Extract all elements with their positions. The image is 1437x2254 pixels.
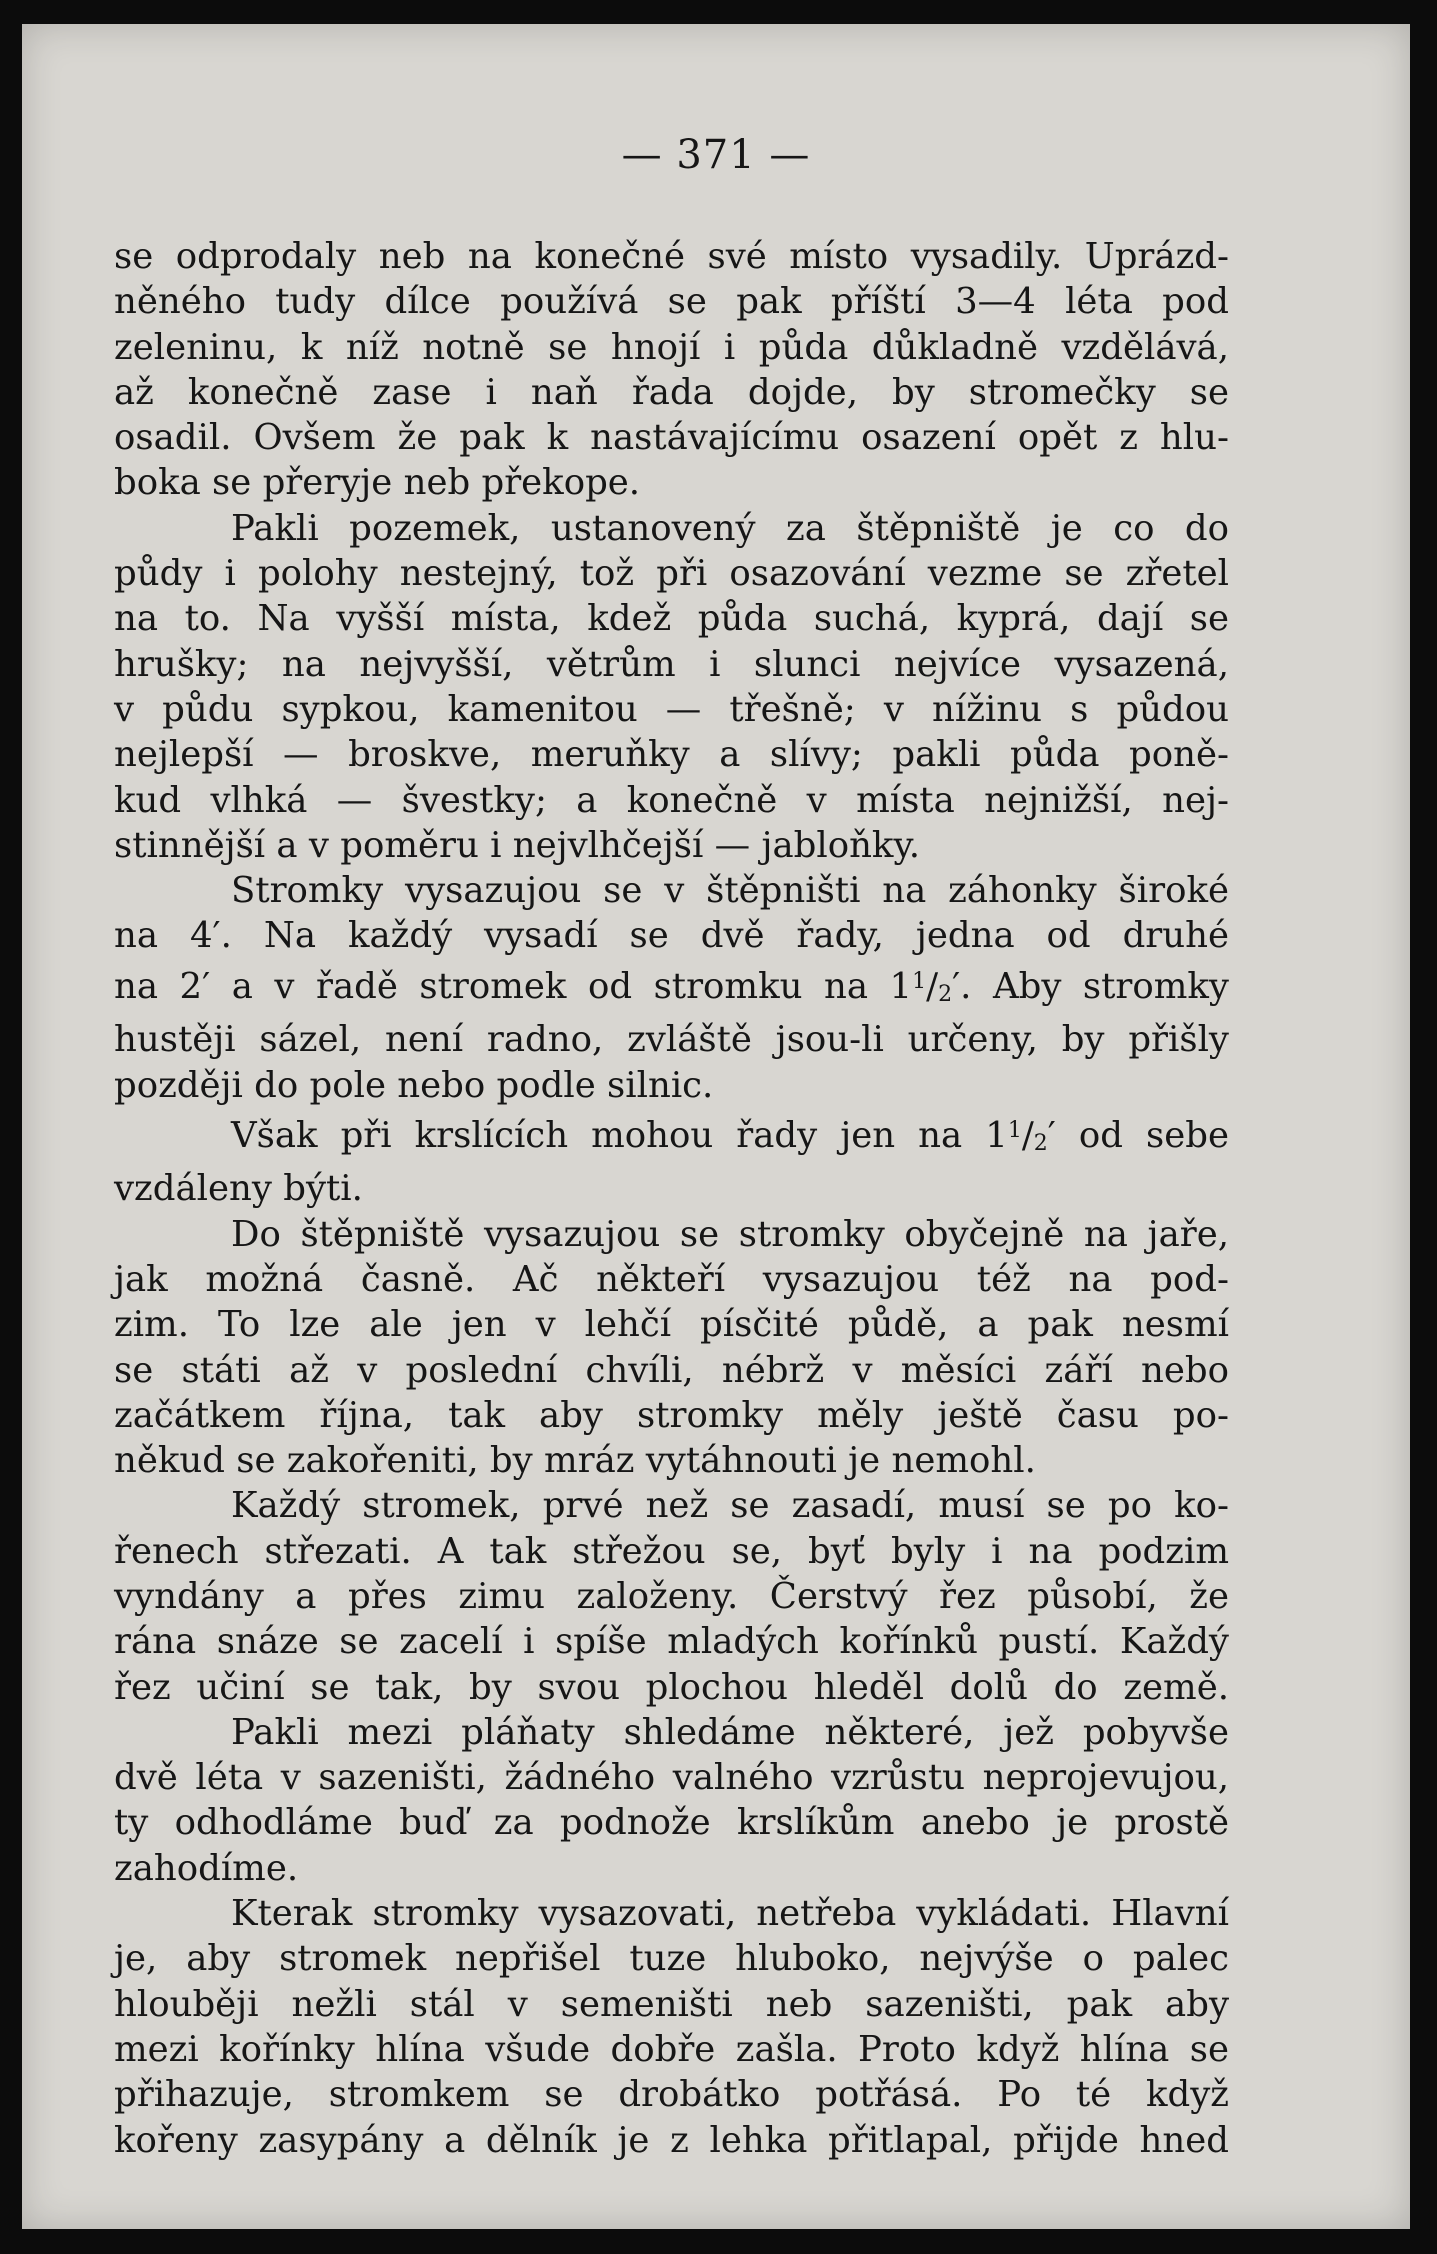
text-line: na to. Na vyšší místa, kdež půda suchá, kyprá, dají se <box>114 598 1229 640</box>
text-line: kořeny zasypány a dělník je z lehka přitlapal, přijde hned <box>114 2119 1229 2161</box>
text-line: vyndány a přes zimu založeny. Čerstvý řez působí, že <box>114 1575 1229 1617</box>
text-line: jak možná časně. Ač někteří vysazujou též na pod- <box>114 1258 1229 1300</box>
paragraph-start-line: Pakli mezi pláňaty shledáme některé, jež pobyvše <box>231 1711 1229 1753</box>
text-line: dvě léta v sazeništi, žádného valného vzrůstu neprojevujou, <box>114 1757 1229 1799</box>
text-line: ty odhodláme buď za podnože krslíkům anebo je prostě <box>114 1802 1229 1844</box>
text-line: přihazuje, stromkem se drobátko potřásá. Po té když <box>114 2074 1229 2116</box>
text-segment: Však při krslících mohou řady jen na 1 <box>231 1114 1008 1156</box>
paragraph-start-line: Do štěpniště vysazujou se stromky obyčejně na jaře, <box>231 1213 1229 1255</box>
text-segment: ′. Aby stromky <box>952 965 1229 1007</box>
paragraph-start-line: Však při krslících mohou řady jen na $1^1/2'$ od sebe <box>231 1114 1230 1157</box>
text-line: v půdu sypkou, kamenitou — třešně; v nížinu s půdou <box>114 688 1229 730</box>
text-line: se státi až v poslední chvíli, nébrž v měsíci září nebo <box>114 1349 1229 1391</box>
fraction-denominator: 2 <box>938 981 953 1007</box>
text-line: hlouběji nežli stál v semeništi neb sazeništi, pak aby <box>114 1983 1229 2025</box>
text-line: až konečně zase i naň řada dojde, by stromečky se <box>114 371 1229 413</box>
text-line: hustěji sázel, není radno, zvláště jsou-li určeny, by přišly <box>114 1019 1229 1061</box>
text-line: zeleninu, k níž notně se hnojí i půda důkladně vzdělává, <box>114 326 1229 368</box>
fraction-denominator: 2 <box>1033 1131 1048 1157</box>
text-line: na 2′ a v řadě stromek od stromku na $1^1/2'$. Aby stromky <box>114 965 1229 1007</box>
fraction-numerator: 1 <box>912 968 927 994</box>
paragraph-start-line: Pakli pozemek, ustanovený za štěpniště je co do <box>231 507 1229 549</box>
paragraph-start-line: Kterak stromky vysazovati, netřeba vykládati. Hlavní <box>231 1893 1229 1935</box>
text-line: hrušky; na nejvyšší, větrům i slunci nejvíce vysazená, <box>114 643 1229 685</box>
text-line: začátkem října, tak aby stromky měly ještě času po- <box>114 1394 1229 1436</box>
text-line: řez učiní se tak, by svou plochou hleděl dolů do země. <box>114 1666 1229 1708</box>
paragraph-start-line: Stromky vysazujou se v štěpništi na záhonky široké <box>231 870 1229 912</box>
text-line: je, aby stromek nepřišel tuze hluboko, nejvýše o palec <box>114 1938 1229 1980</box>
body-text <box>114 234 1229 2163</box>
text-line: boka se přeryje neb překope. <box>114 462 641 504</box>
text-line: mezi kořínky hlína všude dobře zašla. Proto když hlína se <box>114 2028 1229 2070</box>
text-line: osadil. Ovšem že pak k nastávajícímu osazení opět z hlu- <box>114 417 1229 459</box>
text-line: zahodíme. <box>114 1847 299 1889</box>
text-line: rána snáze se zacelí i spíše mladých kořínků pustí. Každý <box>114 1621 1229 1663</box>
fraction-numerator: 1 <box>1007 1117 1022 1143</box>
text-line: řenech střezati. A tak střežou se, byť byly i na podzim <box>114 1530 1229 1572</box>
text-line: něného tudy dílce používá se pak příští 3—4 léta pod <box>114 281 1229 323</box>
book-page <box>22 24 1410 2229</box>
text-segment: ′ od sebe <box>1047 1114 1230 1156</box>
text-line: kud vlhká — švestky; a konečně v místa nejnižší, nej- <box>114 779 1229 821</box>
text-line: zim. To lze ale jen v lehčí písčité půdě, a pak nesmí <box>114 1304 1229 1346</box>
text-line: nejlepší — broskve, meruňky a slívy; pakli půda poně- <box>114 734 1229 776</box>
paragraph-start-line: Každý stromek, prvé než se zasadí, musí se po ko- <box>231 1485 1229 1527</box>
page-number: — 371 — <box>621 132 811 178</box>
text-line: stinnější a v poměru i nejvlhčejší — jabloňky. <box>114 824 921 866</box>
text-line: půdy i polohy nestejný, tož při osazování vezme se zřetel <box>114 553 1229 595</box>
text-line: vzdáleny býti. <box>114 1168 363 1210</box>
text-line: později do pole nebo podle silnic. <box>114 1064 714 1106</box>
text-segment: na 2′ a v řadě stromek od stromku na 1 <box>114 965 913 1007</box>
text-line: někud se zakořeniti, by mráz vytáhnouti je nemohl. <box>114 1440 1036 1482</box>
text-line: na 4′. Na každý vysadí se dvě řady, jedna od druhé <box>114 915 1229 957</box>
text-line: se odprodaly neb na konečné své místo vysadily. Uprázd- <box>114 236 1229 277</box>
